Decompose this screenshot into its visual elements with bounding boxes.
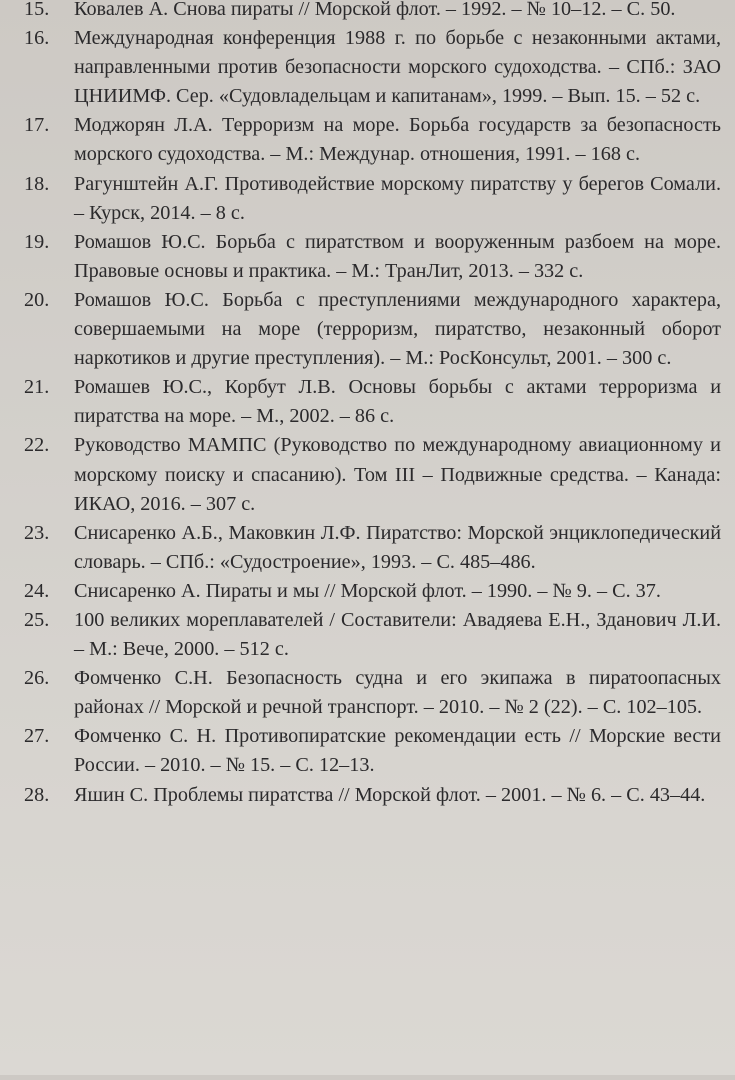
- reference-item: [24, 664, 721, 722]
- reference-text: Ромашев Ю.С., Корбут Л.В. Основы борьбы с актами терроризма и пиратства на море. – М., 2002. – 86 с.: [74, 376, 721, 428]
- reference-item: [24, 0, 721, 24]
- reference-number: 15.: [24, 0, 50, 20]
- reference-item: [24, 111, 721, 169]
- reference-text: Снисаренко А.Б., Маковкин Л.Ф. Пиратство: Морской энциклопедический словарь. – СПб.: «Судостроение», 1993. – С. 485–486.: [74, 521, 721, 573]
- reference-text: Ромашов Ю.С. Борьба с преступлениями международного характера, совершаемыми на море (терроризм, пиратство, незаконный оборот наркотиков и другие преступления). – М.: РосКонсульт, 2001. – 300 с.: [74, 288, 721, 370]
- reference-number: 19.: [24, 230, 50, 253]
- reference-item: [24, 286, 721, 373]
- reference-number: 27.: [24, 725, 50, 748]
- reference-number: 26.: [24, 667, 50, 690]
- reference-text: Фомченко С. Н. Противопиратские рекомендации есть // Морские вести России. – 2010. – № 15. – С. 12–13.: [74, 725, 721, 777]
- reference-item: [24, 431, 721, 518]
- reference-text: Снисаренко А. Пираты и мы // Морской флот. – 1990. – № 9. – С. 37.: [74, 579, 661, 602]
- reference-list: [24, 0, 721, 810]
- reference-item: [24, 373, 721, 431]
- reference-item: [24, 606, 721, 664]
- reference-text: Моджорян Л.А. Терроризм на море. Борьба государств за безопасность морского судоходства. – М.: Междунар. отношения, 1991. – 168 с.: [74, 114, 721, 166]
- reference-text: Руководство МАМПС (Руководство по международному авиационному и морскому поиску и спасанию). Том III – Подвижные средства. – Канада: ИКАО, 2016. – 307 с.: [74, 434, 721, 515]
- reference-item: [24, 228, 721, 286]
- reference-item: [24, 24, 721, 111]
- reference-number: 25.: [24, 608, 50, 631]
- reference-item: [24, 781, 721, 810]
- reference-item: [24, 519, 721, 577]
- reference-number: 22.: [24, 434, 50, 457]
- reference-number: 18.: [24, 172, 50, 195]
- reference-number: 20.: [24, 288, 50, 311]
- reference-number: 23.: [24, 521, 50, 544]
- reference-item: [24, 722, 721, 780]
- reference-number: 24.: [24, 579, 50, 602]
- reference-text: Рагунштейн А.Г. Противодействие морскому пиратству у берегов Сомали. – Курск, 2014. – 8 с.: [74, 172, 721, 224]
- reference-number: 28.: [24, 783, 50, 806]
- reference-text: Ковалев А. Снова пираты // Морской флот. – 1992. – № 10–12. – С. 50.: [74, 0, 676, 20]
- reference-item: [24, 577, 721, 606]
- reference-text: Ромашов Ю.С. Борьба с пиратством и вооруженным разбоем на море. Правовые основы и практика. – М.: ТранЛит, 2013. – 332 с.: [74, 230, 721, 282]
- reference-number: 21.: [24, 376, 50, 399]
- reference-item: [24, 170, 721, 228]
- reference-text: Фомченко С.Н. Безопасность судна и его экипажа в пиратоопасных районах // Морской и речной транспорт. – 2010. – № 2 (22). – С. 102–105.: [74, 667, 721, 719]
- reference-number: 16.: [24, 27, 50, 50]
- reference-text: Международная конференция 1988 г. по борьбе с незаконными актами, направленными против безопасности морского судоходства. – СПб.: ЗАО ЦНИИМФ. Сер. «Судовладельцам и капитанам», 1999. – Вып. 15. – 52 с.: [74, 27, 721, 108]
- reference-text: 100 великих мореплавателей / Составители: Авадяева Е.Н., Зданович Л.И. – М.: Вече, 2000. – 512 с.: [74, 608, 721, 661]
- reference-number: 17.: [24, 114, 50, 137]
- reference-text: Яшин С. Проблемы пиратства // Морской флот. – 2001. – № 6. – С. 43–44.: [74, 783, 706, 806]
